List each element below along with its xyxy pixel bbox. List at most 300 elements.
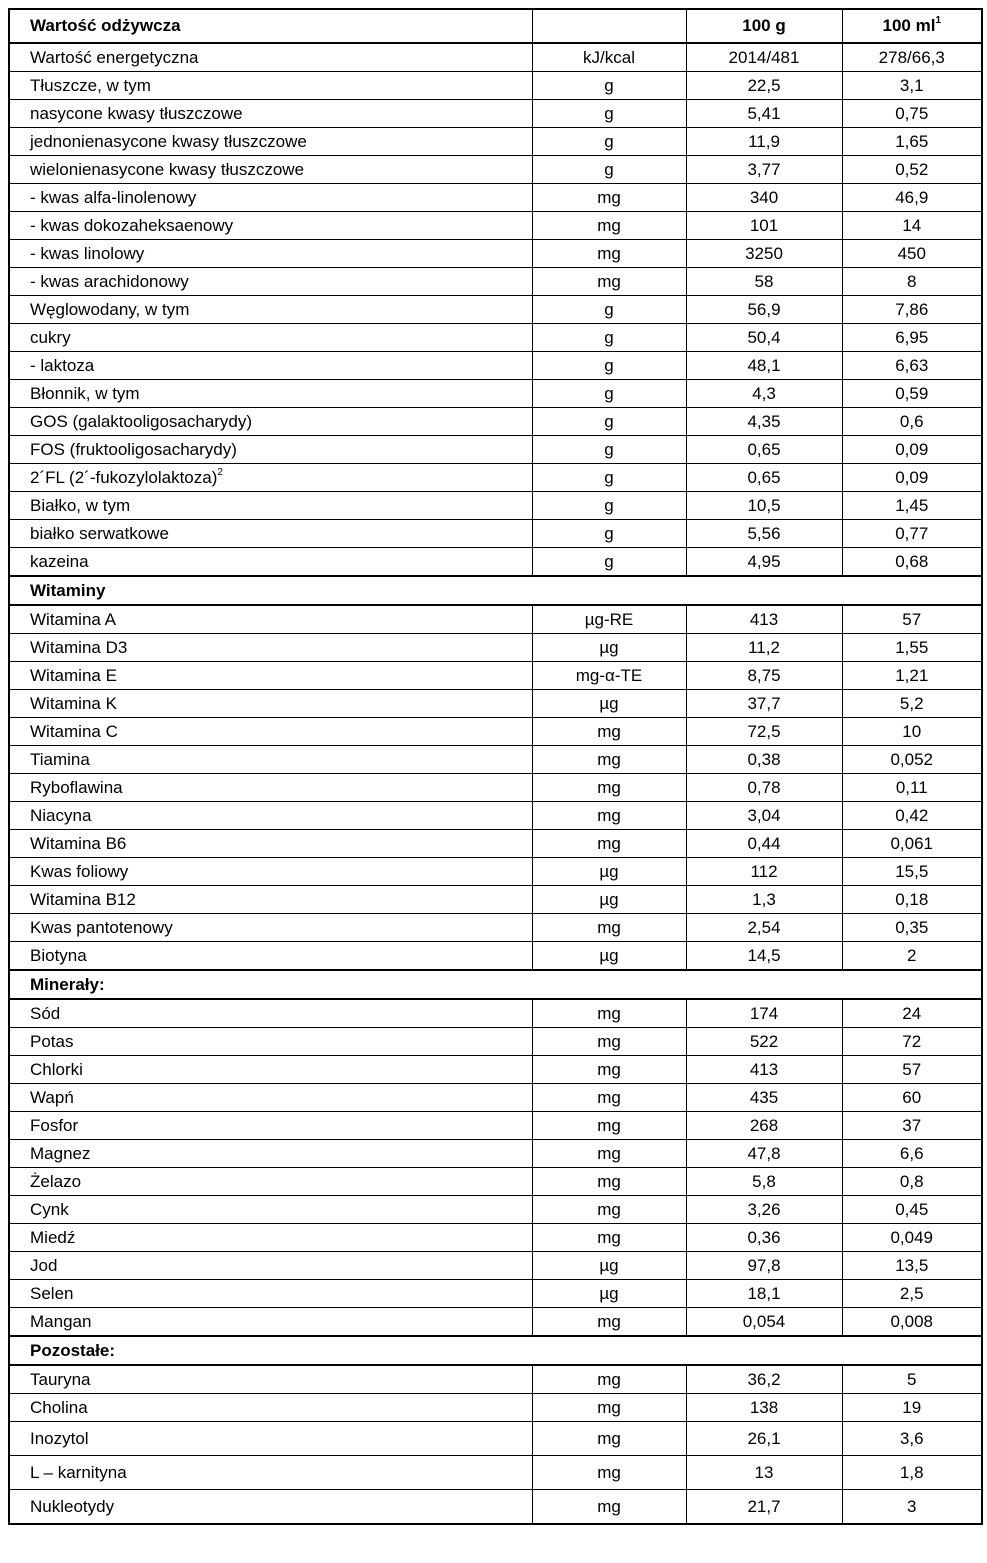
value-per-100g: 0,65 [686, 436, 842, 464]
nutrient-name: - kwas linolowy [30, 244, 145, 263]
value-per-100ml: 57 [842, 1056, 982, 1084]
nutrient-name-cell [9, 100, 532, 128]
value-per-100g: 3,77 [686, 156, 842, 184]
table-row [9, 942, 982, 971]
nutrient-name: Kwas pantotenowy [30, 918, 173, 937]
nutrient-name: Chlorki [30, 1060, 83, 1079]
nutrient-name-cell [9, 380, 532, 408]
nutrient-unit: mg [532, 240, 686, 268]
nutrient-name-cell [9, 1308, 532, 1337]
section-title: Witaminy [9, 576, 982, 605]
nutrient-name: FOS (fruktooligosacharydy) [30, 440, 237, 459]
table-row [9, 830, 982, 858]
table-row [9, 520, 982, 548]
value-per-100g: 21,7 [686, 1490, 842, 1525]
nutrient-name-cell [9, 268, 532, 296]
value-per-100g: 56,9 [686, 296, 842, 324]
section-header-vitamins [9, 576, 982, 605]
nutrient-unit: µg [532, 690, 686, 718]
value-per-100ml: 6,95 [842, 324, 982, 352]
value-per-100g: 0,44 [686, 830, 842, 858]
value-per-100ml: 10 [842, 718, 982, 746]
value-per-100g: 0,38 [686, 746, 842, 774]
table-row [9, 999, 982, 1028]
value-per-100g: 1,3 [686, 886, 842, 914]
nutrient-unit: µg-RE [532, 605, 686, 634]
nutrient-name-cell [9, 1168, 532, 1196]
table-row [9, 1112, 982, 1140]
value-per-100ml: 57 [842, 605, 982, 634]
nutrient-unit: mg [532, 1365, 686, 1394]
nutrient-name-cell [9, 1280, 532, 1308]
value-per-100ml: 24 [842, 999, 982, 1028]
table-row [9, 184, 982, 212]
nutrition-table [8, 8, 983, 1525]
nutrient-unit: mg [532, 1084, 686, 1112]
nutrient-name-cell [9, 128, 532, 156]
nutrient-name-cell [9, 1028, 532, 1056]
nutrient-name: - kwas alfa-linolenowy [30, 188, 197, 207]
nutrient-name: Sód [30, 1004, 61, 1023]
nutrient-name: - kwas arachidonowy [30, 272, 189, 291]
nutrient-name: Cholina [30, 1398, 88, 1417]
nutrient-name-cell [9, 324, 532, 352]
section-title: Minerały: [9, 970, 982, 999]
value-per-100ml: 278/66,3 [842, 43, 982, 72]
value-per-100ml: 5,2 [842, 690, 982, 718]
nutrient-name-cell [9, 548, 532, 577]
nutrient-name-cell [9, 1140, 532, 1168]
table-row [9, 886, 982, 914]
nutrient-name: 2´FL (2´-fukozylolaktoza) [30, 468, 218, 487]
table-row [9, 1140, 982, 1168]
nutrient-name-cell [9, 436, 532, 464]
value-per-100g: 0,054 [686, 1308, 842, 1337]
table-row [9, 662, 982, 690]
nutrient-name-cell [9, 1490, 532, 1525]
value-per-100g: 13 [686, 1456, 842, 1490]
nutrient-unit: mg [532, 830, 686, 858]
value-per-100g: 58 [686, 268, 842, 296]
nutrient-unit: mg [532, 1456, 686, 1490]
nutrient-name-cell [9, 156, 532, 184]
value-per-100g: 26,1 [686, 1422, 842, 1456]
value-per-100g: 22,5 [686, 72, 842, 100]
nutrient-unit: mg [532, 1422, 686, 1456]
value-per-100ml: 0,35 [842, 914, 982, 942]
header-per-100ml-label: 100 ml [882, 16, 936, 35]
nutrient-unit: g [532, 380, 686, 408]
nutrient-unit: g [532, 520, 686, 548]
nutrient-unit: µg [532, 858, 686, 886]
nutrient-unit: g [532, 324, 686, 352]
value-per-100ml: 0,42 [842, 802, 982, 830]
nutrient-name-cell [9, 1112, 532, 1140]
value-per-100g: 37,7 [686, 690, 842, 718]
nutrient-name: wielonienasycone kwasy tłuszczowe [30, 160, 305, 179]
nutrient-name: Fosfor [30, 1116, 79, 1135]
nutrient-name-cell [9, 184, 532, 212]
nutrient-name: Ryboflawina [30, 778, 123, 797]
nutrient-unit: g [532, 296, 686, 324]
nutrient-name-cell [9, 718, 532, 746]
header-nutrition-label: Wartość odżywcza [9, 9, 532, 43]
value-per-100g: 3,26 [686, 1196, 842, 1224]
nutrient-name: Cynk [30, 1200, 69, 1219]
nutrient-name-cell [9, 886, 532, 914]
value-per-100g: 18,1 [686, 1280, 842, 1308]
nutrient-unit: mg [532, 1056, 686, 1084]
nutrient-name: Selen [30, 1284, 74, 1303]
value-per-100g: 268 [686, 1112, 842, 1140]
header-per-100g: 100 g [686, 9, 842, 43]
nutrient-unit: mg [532, 1028, 686, 1056]
nutrient-name-cell [9, 690, 532, 718]
nutrient-name: Tiamina [30, 750, 90, 769]
nutrient-name: cukry [30, 328, 71, 347]
table-row [9, 1252, 982, 1280]
table-row [9, 1056, 982, 1084]
nutrient-unit: mg [532, 268, 686, 296]
nutrient-name: Węglowodany, w tym [30, 300, 190, 319]
value-per-100g: 97,8 [686, 1252, 842, 1280]
value-per-100g: 4,3 [686, 380, 842, 408]
value-per-100g: 435 [686, 1084, 842, 1112]
value-per-100g: 5,41 [686, 100, 842, 128]
table-row [9, 1422, 982, 1456]
table-row [9, 352, 982, 380]
nutrient-name-cell [9, 212, 532, 240]
value-per-100g: 50,4 [686, 324, 842, 352]
nutrient-unit: g [532, 408, 686, 436]
nutrient-name: Potas [30, 1032, 74, 1051]
table-row [9, 1456, 982, 1490]
nutrient-name: GOS (galaktooligosacharydy) [30, 412, 253, 431]
value-per-100g: 0,36 [686, 1224, 842, 1252]
nutrient-name-cell [9, 520, 532, 548]
value-per-100ml: 7,86 [842, 296, 982, 324]
value-per-100ml: 3,6 [842, 1422, 982, 1456]
nutrient-unit: µg [532, 942, 686, 971]
value-per-100ml: 1,65 [842, 128, 982, 156]
value-per-100ml: 37 [842, 1112, 982, 1140]
footnote-marker: 2 [217, 467, 223, 478]
nutrient-name-cell [9, 43, 532, 72]
value-per-100ml: 0,09 [842, 464, 982, 492]
nutrient-unit: g [532, 100, 686, 128]
nutrient-unit: mg [532, 914, 686, 942]
nutrient-name: - laktoza [30, 356, 95, 375]
nutrient-unit: µg [532, 1252, 686, 1280]
value-per-100ml: 6,6 [842, 1140, 982, 1168]
table-row [9, 690, 982, 718]
value-per-100ml: 0,45 [842, 1196, 982, 1224]
table-row [9, 548, 982, 577]
nutrient-name-cell [9, 858, 532, 886]
value-per-100ml: 0,68 [842, 548, 982, 577]
table-row [9, 380, 982, 408]
nutrient-unit: mg [532, 802, 686, 830]
value-per-100ml: 0,75 [842, 100, 982, 128]
table-row [9, 240, 982, 268]
nutrient-name-cell [9, 1394, 532, 1422]
value-per-100ml: 5 [842, 1365, 982, 1394]
nutrient-unit: g [532, 464, 686, 492]
value-per-100g: 36,2 [686, 1365, 842, 1394]
value-per-100ml: 14 [842, 212, 982, 240]
value-per-100g: 2014/481 [686, 43, 842, 72]
value-per-100ml: 0,049 [842, 1224, 982, 1252]
nutrient-unit: g [532, 72, 686, 100]
nutrient-unit: mg [532, 1394, 686, 1422]
value-per-100g: 14,5 [686, 942, 842, 971]
value-per-100ml: 3 [842, 1490, 982, 1525]
table-row [9, 1280, 982, 1308]
nutrient-name-cell [9, 1252, 532, 1280]
nutrient-name-cell [9, 1056, 532, 1084]
table-header-row [9, 9, 982, 43]
nutrient-name-cell [9, 352, 532, 380]
nutrient-name-cell [9, 914, 532, 942]
nutrient-unit: kJ/kcal [532, 43, 686, 72]
table-row [9, 774, 982, 802]
value-per-100ml: 0,008 [842, 1308, 982, 1337]
nutrient-unit: mg [532, 212, 686, 240]
nutrient-name-cell [9, 492, 532, 520]
table-row [9, 1224, 982, 1252]
table-row [9, 746, 982, 774]
nutrient-unit: mg [532, 1196, 686, 1224]
value-per-100ml: 8 [842, 268, 982, 296]
value-per-100ml: 0,11 [842, 774, 982, 802]
nutrient-name: Witamina B12 [30, 890, 136, 909]
nutrient-name: L – karnityna [30, 1463, 127, 1482]
nutrient-name-cell [9, 1365, 532, 1394]
table-row [9, 408, 982, 436]
nutrient-unit: mg [532, 1168, 686, 1196]
value-per-100g: 174 [686, 999, 842, 1028]
value-per-100ml: 1,21 [842, 662, 982, 690]
nutrient-name: Witamina E [30, 666, 117, 685]
nutrient-name: Inozytol [30, 1429, 89, 1448]
nutrient-name: białko serwatkowe [30, 524, 169, 543]
nutrient-unit: mg [532, 1112, 686, 1140]
nutrient-name-cell [9, 802, 532, 830]
value-per-100ml: 6,63 [842, 352, 982, 380]
nutrient-name: Witamina D3 [30, 638, 128, 657]
nutrient-name: kazeina [30, 552, 89, 571]
value-per-100ml: 2 [842, 942, 982, 971]
nutrient-name: Białko, w tym [30, 496, 131, 515]
table-row [9, 324, 982, 352]
nutrient-name: Biotyna [30, 946, 87, 965]
footnote-marker: 1 [935, 15, 941, 26]
nutrient-name: Błonnik, w tym [30, 384, 140, 403]
nutrient-name-cell [9, 942, 532, 971]
nutrient-name-cell [9, 774, 532, 802]
nutrient-name-cell [9, 605, 532, 634]
nutrient-name-cell [9, 999, 532, 1028]
nutrient-unit: g [532, 436, 686, 464]
value-per-100g: 112 [686, 858, 842, 886]
nutrient-name: Witamina B6 [30, 834, 127, 853]
nutrient-unit: mg-α-TE [532, 662, 686, 690]
header-per-100ml [842, 9, 982, 43]
value-per-100ml: 0,6 [842, 408, 982, 436]
section-title: Pozostałe: [9, 1336, 982, 1365]
value-per-100ml: 0,061 [842, 830, 982, 858]
value-per-100g: 5,56 [686, 520, 842, 548]
table-row [9, 1196, 982, 1224]
nutrient-name: Mangan [30, 1312, 92, 1331]
nutrient-name: Tłuszcze, w tym [30, 76, 151, 95]
table-row [9, 156, 982, 184]
value-per-100ml: 60 [842, 1084, 982, 1112]
value-per-100ml: 0,59 [842, 380, 982, 408]
value-per-100ml: 2,5 [842, 1280, 982, 1308]
value-per-100ml: 46,9 [842, 184, 982, 212]
nutrient-unit: mg [532, 774, 686, 802]
nutrient-name: Witamina C [30, 722, 118, 741]
value-per-100g: 413 [686, 1056, 842, 1084]
nutrient-name-cell [9, 830, 532, 858]
nutrient-name: Magnez [30, 1144, 91, 1163]
table-row [9, 1168, 982, 1196]
value-per-100ml: 450 [842, 240, 982, 268]
value-per-100g: 101 [686, 212, 842, 240]
value-per-100g: 0,65 [686, 464, 842, 492]
nutrient-name-cell [9, 634, 532, 662]
value-per-100ml: 0,8 [842, 1168, 982, 1196]
nutrient-unit: mg [532, 1490, 686, 1525]
nutrient-name-cell [9, 1224, 532, 1252]
nutrient-unit: g [532, 128, 686, 156]
value-per-100ml: 0,77 [842, 520, 982, 548]
section-header-minerals [9, 970, 982, 999]
value-per-100g: 5,8 [686, 1168, 842, 1196]
nutrient-name: Niacyna [30, 806, 92, 825]
nutrient-name: Witamina A [30, 610, 116, 629]
value-per-100g: 11,9 [686, 128, 842, 156]
nutrient-name-cell [9, 464, 532, 492]
value-per-100ml: 0,052 [842, 746, 982, 774]
value-per-100g: 138 [686, 1394, 842, 1422]
nutrient-unit: g [532, 352, 686, 380]
value-per-100g: 2,54 [686, 914, 842, 942]
nutrient-unit: mg [532, 999, 686, 1028]
table-row [9, 605, 982, 634]
value-per-100g: 8,75 [686, 662, 842, 690]
nutrient-name-cell [9, 662, 532, 690]
nutrient-name-cell [9, 1456, 532, 1490]
nutrient-name-cell [9, 1084, 532, 1112]
table-row [9, 43, 982, 72]
value-per-100ml: 13,5 [842, 1252, 982, 1280]
table-row [9, 718, 982, 746]
table-row [9, 464, 982, 492]
table-row [9, 634, 982, 662]
nutrient-unit: mg [532, 746, 686, 774]
value-per-100g: 4,95 [686, 548, 842, 577]
table-row [9, 492, 982, 520]
value-per-100ml: 1,8 [842, 1456, 982, 1490]
nutrient-unit: mg [532, 184, 686, 212]
table-row [9, 1084, 982, 1112]
nutrition-table-container [8, 8, 981, 1525]
value-per-100g: 0,78 [686, 774, 842, 802]
nutrient-name: Wartość energetyczna [30, 48, 199, 67]
nutrient-unit: g [532, 156, 686, 184]
table-row [9, 1308, 982, 1337]
nutrient-unit: µg [532, 634, 686, 662]
table-row [9, 436, 982, 464]
nutrient-name-cell [9, 1422, 532, 1456]
value-per-100g: 48,1 [686, 352, 842, 380]
nutrient-name: Wapń [30, 1088, 74, 1107]
nutrient-name-cell [9, 240, 532, 268]
nutrient-name: Miedź [30, 1228, 76, 1247]
table-row [9, 1365, 982, 1394]
nutrient-unit: mg [532, 1224, 686, 1252]
nutrient-unit: g [532, 548, 686, 577]
table-row [9, 128, 982, 156]
nutrient-name: Witamina K [30, 694, 117, 713]
value-per-100g: 47,8 [686, 1140, 842, 1168]
value-per-100ml: 15,5 [842, 858, 982, 886]
table-row [9, 268, 982, 296]
table-row [9, 1490, 982, 1525]
nutrient-name: Kwas foliowy [30, 862, 129, 881]
table-row [9, 858, 982, 886]
value-per-100g: 3,04 [686, 802, 842, 830]
value-per-100g: 3250 [686, 240, 842, 268]
table-row [9, 1394, 982, 1422]
value-per-100g: 11,2 [686, 634, 842, 662]
table-row [9, 1028, 982, 1056]
value-per-100ml: 0,52 [842, 156, 982, 184]
value-per-100ml: 72 [842, 1028, 982, 1056]
nutrition-table-body [9, 9, 982, 1524]
value-per-100ml: 1,45 [842, 492, 982, 520]
table-row [9, 914, 982, 942]
value-per-100ml: 0,18 [842, 886, 982, 914]
nutrient-name: jednonienasycone kwasy tłuszczowe [30, 132, 307, 151]
nutrient-name-cell [9, 296, 532, 324]
value-per-100ml: 19 [842, 1394, 982, 1422]
nutrient-name-cell [9, 746, 532, 774]
table-row [9, 296, 982, 324]
table-row [9, 72, 982, 100]
value-per-100g: 413 [686, 605, 842, 634]
nutrient-unit: mg [532, 1308, 686, 1337]
nutrient-name-cell [9, 72, 532, 100]
header-unit [532, 9, 686, 43]
value-per-100ml: 1,55 [842, 634, 982, 662]
nutrient-unit: µg [532, 886, 686, 914]
nutrient-name: Żelazo [30, 1172, 82, 1191]
nutrient-name-cell [9, 408, 532, 436]
table-row [9, 212, 982, 240]
nutrient-name: nasycone kwasy tłuszczowe [30, 104, 243, 123]
nutrient-unit: mg [532, 1140, 686, 1168]
nutrient-name: Nukleotydy [30, 1497, 115, 1516]
nutrient-name-cell [9, 1196, 532, 1224]
nutrient-unit: g [532, 492, 686, 520]
value-per-100g: 522 [686, 1028, 842, 1056]
value-per-100g: 4,35 [686, 408, 842, 436]
value-per-100ml: 0,09 [842, 436, 982, 464]
value-per-100ml: 3,1 [842, 72, 982, 100]
